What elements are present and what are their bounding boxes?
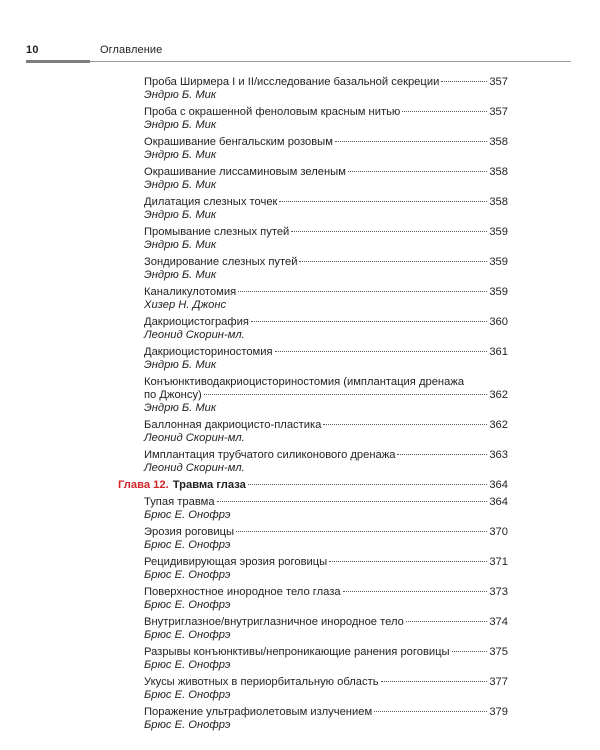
toc-entry-author: Брюс Е. Онофрэ <box>144 509 231 521</box>
toc-entry-title: Дакриоцисториностомия <box>144 346 273 358</box>
toc-leader-dots <box>406 620 487 622</box>
toc-entry-page: 375 <box>489 646 508 658</box>
toc-entry-title: Промывание слезных путей <box>144 226 290 238</box>
toc-entry[interactable] <box>144 196 508 222</box>
toc-entry-title: Баллонная дакриоцисто-пластика <box>144 419 322 431</box>
toc-entry-title: Проба Ширмера I и II/исследование базальной секреции <box>144 76 440 88</box>
toc-entry[interactable] <box>144 376 508 415</box>
toc-entry-page: 364 <box>489 496 508 508</box>
header-rule <box>26 61 571 62</box>
section-title: Оглавление <box>100 44 163 56</box>
toc-entry-author: Брюс Е. Онофрэ <box>144 629 231 641</box>
toc-entry-page: 363 <box>489 449 508 461</box>
table-of-contents <box>118 76 508 736</box>
toc-entry[interactable] <box>144 676 508 702</box>
toc-entry-page: 358 <box>489 166 508 178</box>
toc-leader-dots <box>452 650 488 652</box>
toc-leader-dots <box>402 110 487 112</box>
toc-chapter-entry[interactable] <box>118 479 508 492</box>
chapter-label: Глава 12. <box>118 479 169 491</box>
toc-entry-title: Укусы животных в периорбитальную область <box>144 676 379 688</box>
toc-entry-title: Поверхностное инородное тело глаза <box>144 586 341 598</box>
toc-entry[interactable] <box>144 646 508 672</box>
toc-entry[interactable] <box>144 706 508 732</box>
toc-group-middle <box>144 419 508 475</box>
toc-entry[interactable] <box>144 136 508 162</box>
toc-entry-author: Эндрю Б. Мик <box>144 89 217 101</box>
toc-leader-dots <box>204 393 488 395</box>
chapter-page: 364 <box>489 479 508 491</box>
toc-entry-page: 358 <box>489 136 508 148</box>
toc-entry[interactable] <box>144 556 508 582</box>
toc-entry-author: Брюс Е. Онофрэ <box>144 659 231 671</box>
toc-leader-dots <box>217 500 488 502</box>
toc-entry-author: Эндрю Б. Мик <box>144 179 217 191</box>
toc-entry-author: Эндрю Б. Мик <box>144 149 217 161</box>
toc-entry-page: 373 <box>489 586 508 598</box>
toc-entry-page: 360 <box>489 316 508 328</box>
toc-entry-title: Окрашивание лиссаминовым зеленым <box>144 166 346 178</box>
header-rule-accent <box>26 60 90 63</box>
toc-entry[interactable] <box>144 496 508 522</box>
toc-entry[interactable] <box>144 526 508 552</box>
toc-entry-author: Эндрю Б. Мик <box>144 239 217 251</box>
toc-entry-title: Эрозия роговицы <box>144 526 235 538</box>
toc-leader-dots <box>329 560 487 562</box>
toc-entry-page: 370 <box>489 526 508 538</box>
toc-entry-page: 359 <box>489 256 508 268</box>
toc-entry[interactable] <box>144 616 508 642</box>
toc-entry-author: Брюс Е. Онофрэ <box>144 689 231 701</box>
toc-entry-author: Эндрю Б. Мик <box>144 359 217 371</box>
toc-leader-dots <box>348 170 487 172</box>
toc-entry[interactable] <box>144 419 508 445</box>
toc-entry-page: 359 <box>489 226 508 238</box>
toc-entry-page: 362 <box>489 389 508 401</box>
toc-entry[interactable] <box>144 586 508 612</box>
toc-entry-title: Дакриоцистография <box>144 316 249 328</box>
toc-entry-page: 357 <box>489 76 508 88</box>
toc-entry-author: Леонид Скорин-мл. <box>144 462 245 474</box>
toc-entry[interactable] <box>144 76 508 102</box>
toc-entry-title: Внутриглазное/внутриглазничное инородное тело <box>144 616 404 628</box>
toc-leader-dots <box>275 350 488 352</box>
toc-entry-author: Леонид Скорин-мл. <box>144 432 245 444</box>
toc-leader-dots <box>238 290 487 292</box>
toc-entry[interactable] <box>144 226 508 252</box>
page-number: 10 <box>26 44 39 56</box>
toc-leader-dots <box>323 423 487 425</box>
toc-entry-author: Брюс Е. Онофрэ <box>144 569 231 581</box>
toc-entry-title: Рецидивирующая эрозия роговицы <box>144 556 328 568</box>
page-header <box>0 0 600 64</box>
toc-entry-page: 371 <box>489 556 508 568</box>
toc-entry[interactable] <box>144 286 508 312</box>
toc-entry-author: Хизер Н. Джонс <box>144 299 227 311</box>
toc-entry-title: Каналикулотомия <box>144 286 237 298</box>
toc-entry-author: Эндрю Б. Мик <box>144 209 217 221</box>
toc-entry-title: Разрывы конъюнктивы/непроникающие ранения роговицы <box>144 646 450 658</box>
toc-entry-page: 374 <box>489 616 508 628</box>
toc-entry-title: Зондирование слезных путей <box>144 256 298 268</box>
toc-entry-title-line1: Конъюнктиводакриоцисториностомия (имплантация дренажа <box>144 376 465 388</box>
toc-leader-dots <box>343 590 488 592</box>
toc-leader-dots <box>374 710 487 712</box>
toc-entry-title: Имплантация трубчатого силиконового дренажа <box>144 449 396 461</box>
toc-entry-title: Поражение ультрафиолетовым излучением <box>144 706 373 718</box>
toc-entry[interactable] <box>144 256 508 282</box>
chapter-title: Травма глаза <box>172 479 246 491</box>
toc-leader-dots <box>291 230 487 232</box>
toc-leader-dots <box>397 453 487 455</box>
toc-entry-page: 379 <box>489 706 508 718</box>
toc-leader-dots <box>236 530 487 532</box>
toc-entry[interactable] <box>144 106 508 132</box>
toc-entry-title: Проба с окрашенной феноловым красным нитью <box>144 106 401 118</box>
toc-entry[interactable] <box>144 166 508 192</box>
toc-entry-title: Дилатация слезных точек <box>144 196 278 208</box>
toc-entry-title: Окрашивание бенгальским розовым <box>144 136 333 148</box>
toc-group-before <box>144 76 508 372</box>
toc-leader-dots <box>251 320 487 322</box>
toc-entry-author: Эндрю Б. Мик <box>144 119 217 131</box>
toc-leader-dots <box>299 260 487 262</box>
toc-entry-author: Эндрю Б. Мик <box>144 402 217 414</box>
toc-group-after <box>144 496 508 732</box>
toc-entry-page: 358 <box>489 196 508 208</box>
toc-leader-dots <box>381 680 488 682</box>
toc-entry-author: Брюс Е. Онофрэ <box>144 599 231 611</box>
toc-entry-page: 361 <box>489 346 508 358</box>
toc-entry[interactable] <box>144 449 508 475</box>
toc-entry-title-line2: по Джонсу) <box>144 389 202 401</box>
toc-entry-author: Брюс Е. Онофрэ <box>144 719 231 731</box>
toc-entry-title: Тупая травма <box>144 496 215 508</box>
toc-entry-author: Брюс Е. Онофрэ <box>144 539 231 551</box>
toc-leader-dots <box>335 140 487 142</box>
toc-leader-dots <box>441 80 487 82</box>
toc-entry[interactable] <box>144 346 508 372</box>
toc-entry-page: 357 <box>489 106 508 118</box>
toc-entry-page: 359 <box>489 286 508 298</box>
toc-entry-author: Эндрю Б. Мик <box>144 269 217 281</box>
toc-entry-author: Леонид Скорин-мл. <box>144 329 245 341</box>
toc-entry-page: 362 <box>489 419 508 431</box>
toc-entry-page: 377 <box>489 676 508 688</box>
toc-leader-dots <box>279 200 487 202</box>
toc-leader-dots <box>248 483 487 485</box>
toc-entry[interactable] <box>144 316 508 342</box>
